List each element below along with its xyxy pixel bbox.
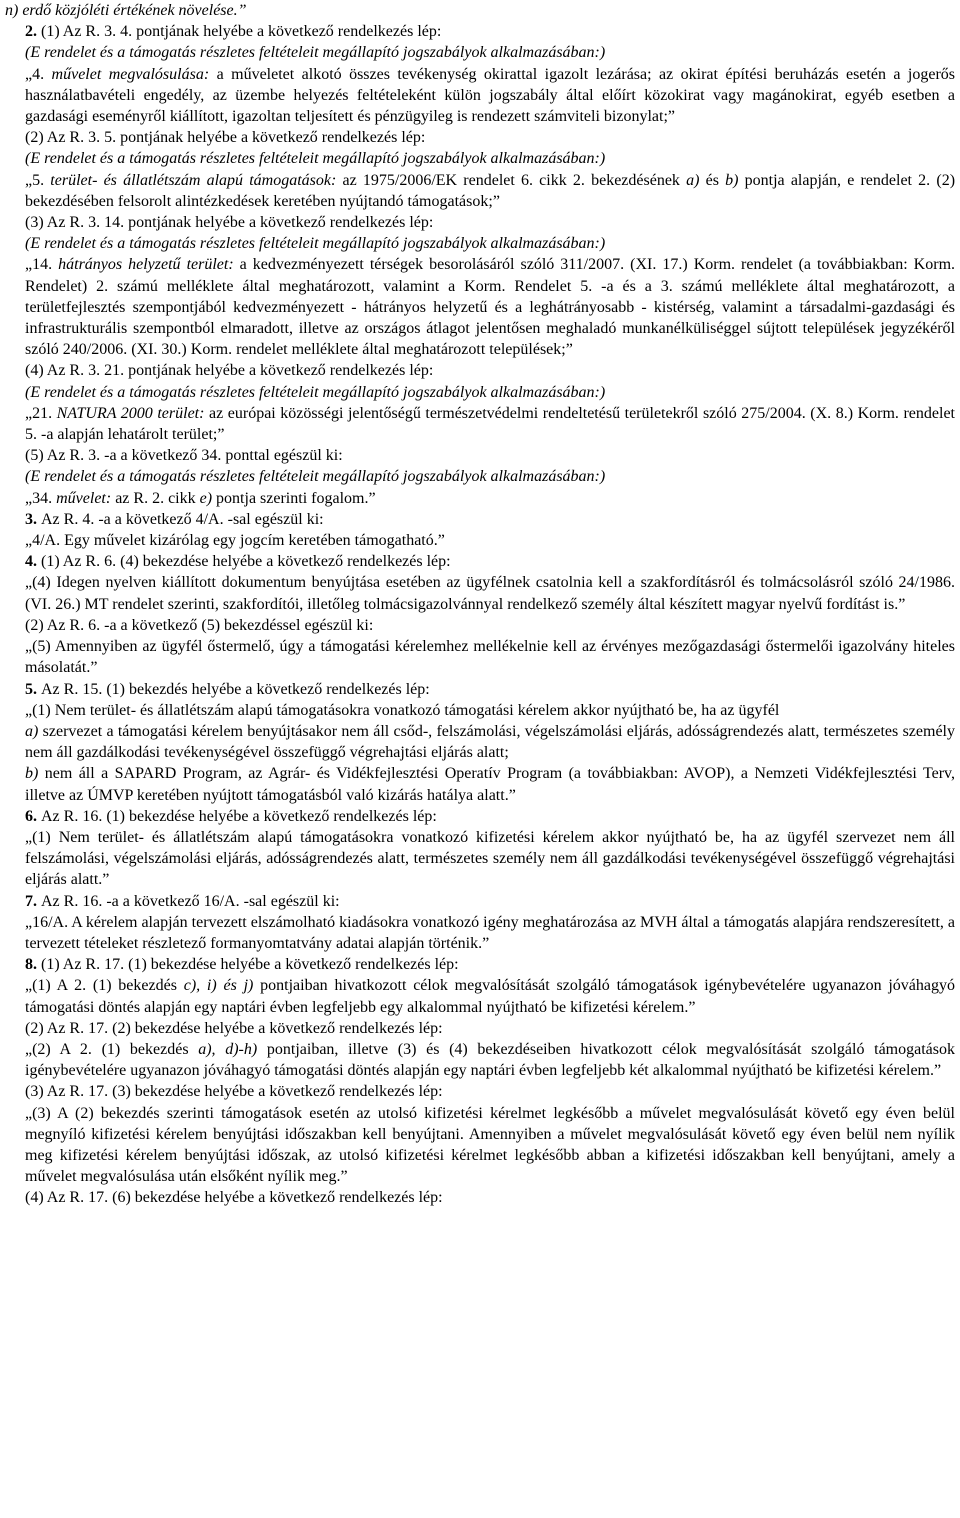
text-run: terület- és állatlétszám alapú támogatások:	[50, 171, 337, 189]
paragraph-l27	[5, 806, 955, 827]
text-run: Az R. 15.	[41, 680, 107, 698]
paragraph-l32	[5, 975, 955, 1017]
text-run: a)	[25, 722, 39, 740]
text-run: 14. pontjának helyébe a következő rendelkezés lép:	[104, 214, 434, 232]
paragraph-l26	[5, 763, 955, 805]
paragraph-l18	[5, 530, 955, 551]
text-run: Az R. 16.	[41, 892, 107, 910]
paragraph-l37	[5, 1187, 955, 1208]
text-run: (E rendelet és a támogatás részletes feltételeit megállapító jogszabályok alkalmazásában:)	[25, 235, 606, 253]
paragraph-l10	[5, 254, 955, 360]
text-run: 21. pontjának helyébe a következő rendelkezés lép:	[104, 362, 434, 380]
text-run: pontja alapján, e rendelet 2.	[738, 171, 937, 189]
text-run: (3) Az R. 3.	[25, 214, 105, 232]
text-run: (1) bekezdése helyébe a következő rendelkezés lép:	[128, 956, 459, 974]
text-run: (1) bekezdés	[101, 1040, 199, 1058]
text-run: 4.	[25, 553, 41, 571]
text-run: -sal egészül ki:	[243, 892, 340, 910]
text-run: 6.	[25, 807, 41, 825]
paragraph-l15	[5, 466, 955, 487]
paragraph-l35	[5, 1081, 955, 1102]
text-run: pontjaiban hivatkozott célok megvalósítását szolgáló támogatások igénybevételére ugyanazon jóváhagyó támogatási döntés alapján egy naptári évben legfeljebb egy alkalommal nyújtható be kifizetési kérelem.”	[25, 977, 956, 1016]
paragraph-l03	[5, 42, 955, 63]
text-run: (E rendelet és a támogatás részletes feltételeit megállapító jogszabályok alkalmazásában:)	[25, 44, 606, 62]
text-run: (2) Az R. 6.	[25, 616, 105, 634]
text-run: művelet megvalósulása:	[51, 65, 210, 83]
text-run: 3.	[25, 510, 41, 528]
text-run: (4) Az R. 3.	[25, 362, 105, 380]
text-run: 5. pontjának helyébe a következő rendelkezés lép:	[104, 129, 426, 147]
text-run: e)	[199, 489, 213, 507]
paragraph-l33	[5, 1018, 955, 1039]
text-run: (E rendelet és a támogatás részletes feltételeit megállapító jogszabályok alkalmazásában:)	[25, 150, 606, 168]
text-run: a), d)-h)	[198, 1040, 258, 1058]
text-run: 8.	[25, 956, 41, 974]
text-run: a)	[686, 171, 700, 189]
paragraph-l24	[5, 700, 955, 721]
text-run: „(1) Nem terület- és állatlétszám alapú támogatásokra vonatkozó támogatási kérelem akkor nyújtható be, ha az ügyfél	[25, 701, 780, 719]
paragraph-l09	[5, 233, 955, 254]
text-run: (E rendelet és a támogatás részletes feltételeit megállapító jogszabályok alkalmazásában:)	[25, 468, 606, 486]
paragraph-l12	[5, 382, 955, 403]
paragraph-l25	[5, 721, 955, 763]
paragraph-l07	[5, 170, 955, 212]
text-run: „(2) A 2.	[25, 1040, 102, 1058]
text-run: Egy művelet kizárólag egy jogcím keretében támogatható.”	[64, 532, 445, 550]
paragraph-l20	[5, 572, 955, 614]
text-run: „(5) Amennyiben az ügyfél őstermelő, úgy a támogatási kérelemhez mellékelnie kell az érvényes mezőgazdasági őstermelői igazolvány hiteles másolatát.”	[25, 638, 955, 677]
paragraph-l28	[5, 827, 955, 891]
text-run: „14.	[25, 256, 59, 274]
text-run: „4.	[25, 65, 52, 83]
paragraph-l13	[5, 403, 955, 445]
paragraph-l21	[5, 615, 955, 636]
text-run: 2.	[25, 23, 41, 41]
text-run: c), i) és j)	[183, 977, 254, 995]
paragraph-l14	[5, 445, 955, 466]
text-run: (3) bekezdése helyébe a következő rendelkezés lép:	[112, 1083, 443, 1101]
text-run: (2) bekezdésében felsorolt alintézkedések keretében nyújtandó támogatások;”	[25, 171, 956, 210]
paragraph-l05	[5, 127, 955, 148]
text-run: (4) Az R. 17.	[25, 1189, 113, 1207]
text-run: 4. pontjának helyébe a következő rendelkezés lép:	[120, 23, 442, 41]
paragraph-l11	[5, 360, 955, 381]
text-run: NATURA 2000 terület:	[56, 404, 205, 422]
text-run: pontja szerinti fogalom.”	[212, 489, 376, 507]
paragraph-l16	[5, 488, 955, 509]
text-run: (2) Az R. 3.	[25, 129, 105, 147]
text-run: Az R. 4.	[41, 510, 99, 528]
text-run: (1) Az R. 6.	[41, 553, 121, 571]
paragraph-l01	[5, 0, 955, 21]
paragraph-l19	[5, 551, 955, 572]
text-run: 5.	[25, 680, 41, 698]
text-run: művelet:	[56, 489, 112, 507]
text-run: b)	[725, 171, 739, 189]
text-run: és	[699, 171, 726, 189]
text-run: -a és a 3. számú melléklete által meghatározott, a területfejlesztés szempontjából kedvezményezett - hátrányos helyzetű és a leghátrányosabb - kistérség, valamint a társadalmi-gazdasági és infrastrukturális szempontból elmaradott, illetve az országos átlagot jelentősen meghaladó munkanélküliséggel sújtott települések jegyzékéről szóló 240/2006. (XI. 30.) Korm. rendelet melléklete által meghatározott települések;”	[25, 277, 955, 359]
paragraph-l29	[5, 891, 955, 912]
paragraph-l36	[5, 1103, 955, 1188]
text-run: (E rendelet és a támogatás részletes feltételeit megállapító jogszabályok alkalmazásában:)	[25, 383, 606, 401]
text-run: az 1975/2006/EK rendelet 6. cikk 2. bekezdésének	[336, 171, 687, 189]
paragraph-l31	[5, 954, 955, 975]
text-run: Az R. 16.	[41, 807, 107, 825]
text-run: (3) Az R. 17.	[25, 1083, 113, 1101]
text-run: „34.	[25, 489, 57, 507]
text-run: (6) bekezdése helyébe a következő rendelkezés lép:	[112, 1189, 443, 1207]
text-run: -a a következő 4/A.	[98, 510, 228, 528]
text-run: -a a következő (5) bekezdéssel egészül ki:	[104, 616, 374, 634]
text-run: -a a következő 16/A.	[106, 892, 244, 910]
text-run: az európai közösségi jelentőségű természetvédelmi rendeltetésű területekről szóló 275/2004. (X. 8.) Korm. rendelet 5.	[25, 404, 956, 444]
text-run: a műveletet alkotó összes tevékenység okirattal igazolt lezárása; az okirat építési beruházás esetén a jogerős használatbavételi engedély, az üzembe helyezés feltételeként külön jogszabály által előírt közokirat vagy magánokirat, egyéb esetben a gazdasági eseményről kiállított, igazoltan teljesített és pénzügyileg is rendezett számviteli bizonylat;”	[25, 65, 956, 126]
text-run: „(3) A (2) bekezdés szerinti támogatások esetén az utolsó kifizetési kérelmet legkésőbb a művelet megvalósulását követő egy éven belül megnyíló kifizetési kérelem benyújtási időszakban kell benyújtani. Amennyiben a művelet megvalósulását követő egy éven belül nem nyílik meg kifizetési kérelem benyújtási időszak, az utolsó kifizetési kérelmet legkésőbb abban a kifizetési időszakban kell benyújtani, amely a művelet megvalósulása után elsőként nyílik meg.”	[25, 1104, 955, 1186]
text-run: „(1) Nem terület- és állatlétszám alapú támogatásokra vonatkozó kifizetési kérelem akkor nyújtható be, ha az ügyfél szervezet nem áll felszámolási, végelszámolási eljárás, adósságrendezés alatt, természetes személy nem áll gazdálkodási tevékenységével összefüggő végrehajtási eljárás alatt.”	[25, 828, 955, 889]
paragraph-l08	[5, 212, 955, 233]
text-run: (1) bekezdés	[92, 977, 184, 995]
paragraph-l02	[5, 21, 955, 42]
text-run: A kérelem alapján tervezett elszámolható kiadásokra vonatkozó igény meghatározása az MVH által a támogatás alapjára rendszeresített, a tervezett tételeket részletező formanyomtatvány adatai alapján történik.”	[25, 913, 955, 952]
text-run: (2) bekezdése helyébe a következő rendelkezés lép:	[112, 1019, 443, 1037]
paragraph-l06	[5, 148, 955, 169]
text-run: -sal egészül ki:	[227, 510, 324, 528]
text-run: (1) bekezdése helyébe a következő rendelkezés lép:	[106, 807, 437, 825]
text-run: „21.	[25, 404, 57, 422]
text-run: „16/A.	[25, 913, 72, 931]
text-run: hátrányos helyzetű terület:	[58, 256, 234, 274]
paragraph-l34	[5, 1039, 955, 1081]
paragraph-l23	[5, 679, 955, 700]
text-run: n) erdő közjóléti értékének növelése.”	[5, 2, 247, 19]
text-run: pontjaiban, illetve (3) és (4) bekezdéseiben hivatkozott célok megvalósítását szolgáló támogatások igénybevételére ugyanazon jóváhagyó támogatási döntés alapján egy naptári évben legfeljebb két alkalommal nyújtható be kifizetési kérelem.”	[25, 1040, 956, 1080]
text-run: a kedvezményezett térségek besorolásáról szóló 311/2007. (XI. 17.) Korm. rendelet (a továbbiakban: Korm. Rendelet) 2. számú melléklete által meghatározott, valamint a Korm. Rendelet 5.	[25, 256, 956, 295]
text-run: -a alapján lehatárolt terület;”	[41, 426, 225, 444]
text-run: (1) Az R. 3.	[41, 23, 121, 41]
text-run: 7.	[25, 892, 41, 910]
text-run: b)	[25, 765, 39, 783]
text-run: (5) Az R. 3.	[25, 447, 105, 465]
text-run: (2) Az R. 17.	[25, 1019, 113, 1037]
text-run: nem áll a SAPARD Program, az Agrár- és Vidékfejlesztési Operatív Program (a továbbiakban: AVOP), a Nemzeti Vidékfejlesztési Terv, illetve az ÚMVP keretében nyújtott támogatásból való kizárás hatálya alatt.”	[25, 765, 955, 804]
text-run: szervezet a támogatási kérelem benyújtásakor nem áll csőd-, felszámolási, végelszámolási eljárás, adósságrendezés alatt, természetes személy nem áll gazdálkodási tevékenységével összefüggő végrehajtási eljárás alatt;	[25, 722, 955, 762]
paragraph-l30	[5, 912, 955, 954]
text-run: (4) bekezdése helyébe a következő rendelkezés lép:	[120, 553, 451, 571]
text-run: az R. 2. cikk	[111, 489, 200, 507]
paragraph-l22	[5, 636, 955, 678]
text-run: „4/A.	[25, 532, 65, 550]
text-run: -a a következő 34. ponttal egészül ki:	[104, 447, 343, 465]
text-run: „(1) A 2.	[25, 977, 93, 995]
text-run: „5.	[25, 171, 51, 189]
text-run: (1) Az R. 17.	[41, 956, 129, 974]
paragraph-l04	[5, 64, 955, 128]
text-run: „(4) Idegen nyelven kiállított dokumentum benyújtása esetében az ügyfélnek csatolnia kell a szakfordításról és tolmácsolásról szóló 24/1986. (VI. 26.) MT rendelet szerinti, szakfordítói, illetőleg tolmácsigazolvánnyal rendelkező személy által készített magyar nyelvű fordítást is.”	[25, 574, 955, 613]
paragraph-l17	[5, 509, 955, 530]
text-run: (1) bekezdés helyébe a következő rendelkezés lép:	[106, 680, 430, 698]
